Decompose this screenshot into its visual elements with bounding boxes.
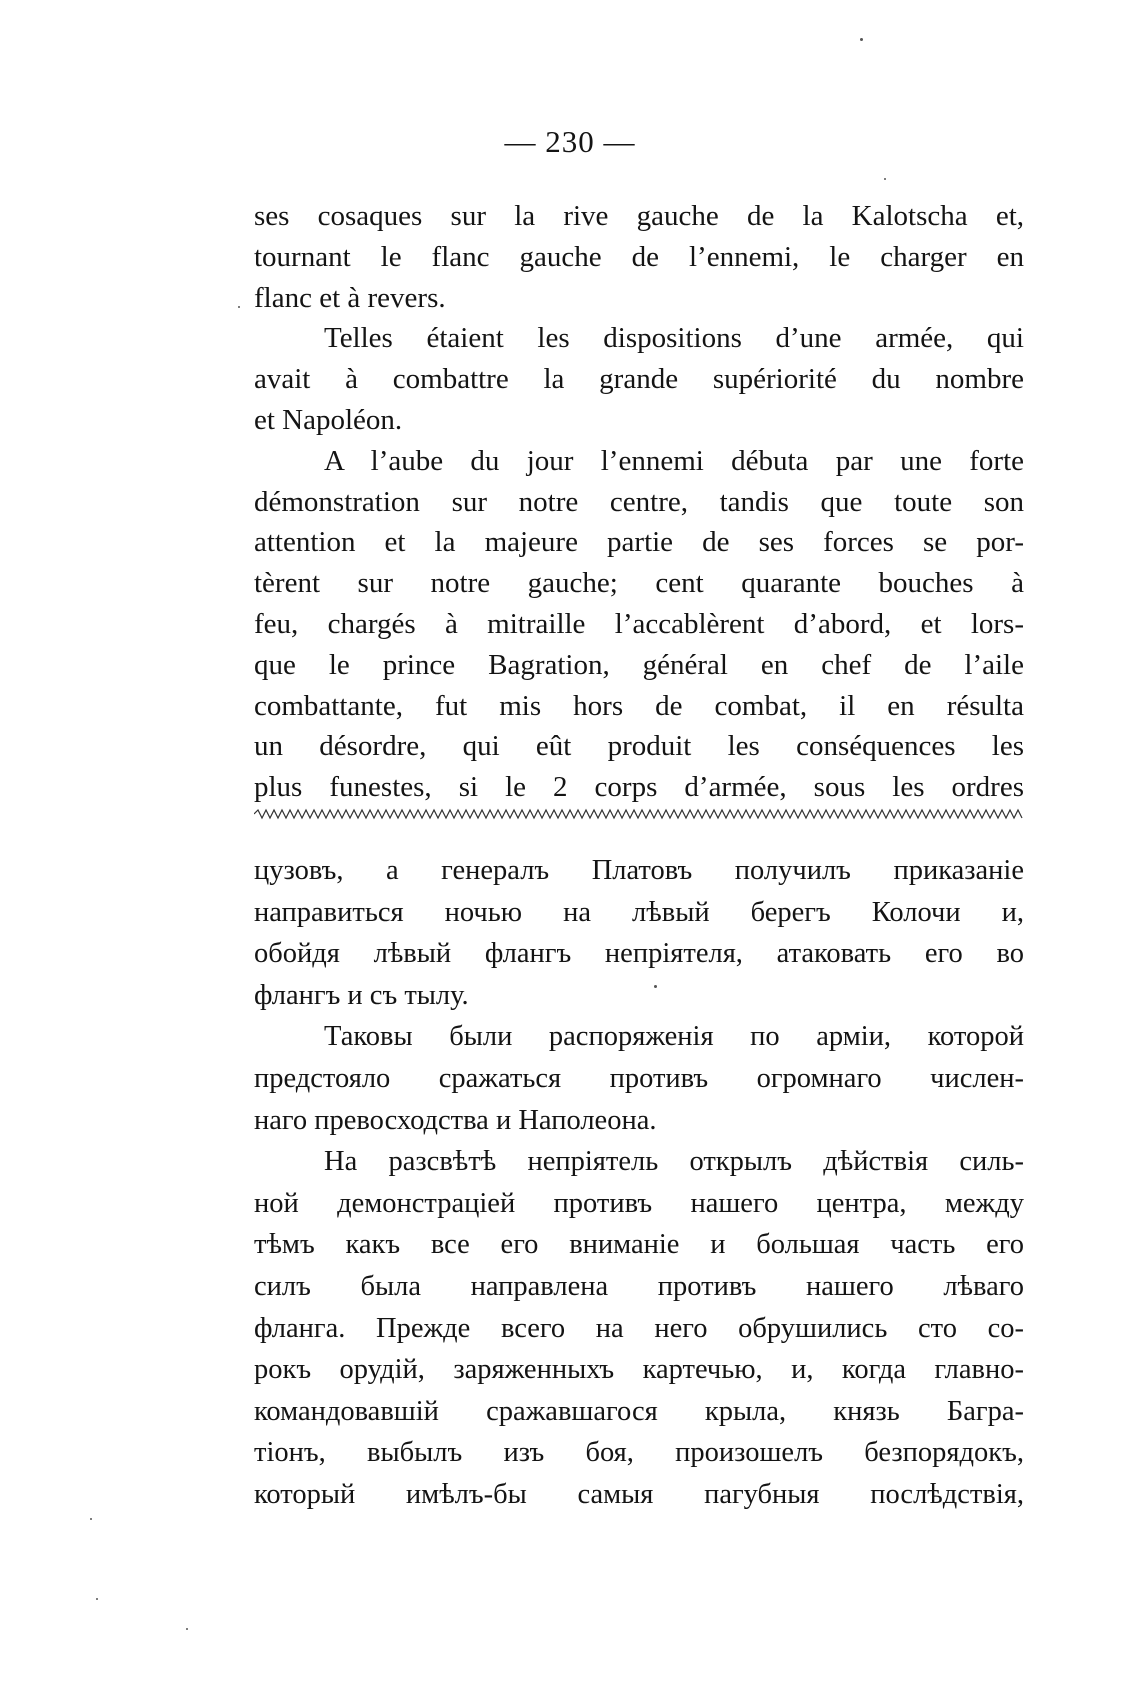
russian-line: цузовъ, а генералъ Платовъ получилъ приказаніе xyxy=(254,855,1024,886)
paper-speck xyxy=(654,985,657,988)
russian-line: Таковы были распоряженія по арміи, которой xyxy=(324,1021,1024,1053)
french-line: que le prince Bagration, général en chef de l’aile xyxy=(254,648,1024,681)
wavy-divider xyxy=(254,808,1024,820)
french-line: combattante, fut mis hors de combat, il en résulta xyxy=(254,689,1024,722)
russian-line: На разсвѣтѣ непріятель открылъ дѣйствія силь- xyxy=(324,1146,1024,1178)
russian-line: фланга. Прежде всего на него обрушились сто со- xyxy=(254,1312,1024,1344)
french-line: un désordre, qui eût produit les conséquences les xyxy=(254,730,1024,763)
russian-line: направиться ночью на лѣвый берегъ Колочи и, xyxy=(254,896,1024,928)
russian-line: наго превосходства и Наполеона. xyxy=(254,1104,657,1136)
page-number: — 230 — xyxy=(504,124,636,159)
russian-line: тѣмъ какъ все его вниманіе и большая часть его xyxy=(254,1229,1024,1261)
french-line: plus funestes, si le 2 corps d’armée, sous les ordres xyxy=(254,771,1024,804)
russian-text-block xyxy=(254,850,1024,1516)
french-line: démonstration sur notre centre, tandis que toute son xyxy=(254,485,1024,518)
russian-line: предстояло сражаться противъ огромнаго числен- xyxy=(254,1062,1024,1094)
russian-line: тіонъ, выбылъ изъ боя, произошелъ безпорядокъ, xyxy=(254,1437,1024,1469)
french-line: ses cosaques sur la rive gauche de la Kalotscha et, xyxy=(254,200,1024,232)
french-line: feu, chargés à mitraille l’accablèrent d’abord, et lors- xyxy=(254,607,1024,640)
french-line: Telles étaient les dispositions d’une armée, qui xyxy=(324,322,1024,355)
french-text-block xyxy=(254,196,1024,808)
french-line: flanc et à revers. xyxy=(254,281,446,314)
paper-speck xyxy=(860,38,863,41)
french-line: attention et la majeure partie de ses forces se por- xyxy=(254,526,1024,559)
french-line: avait à combattre la grande supériorité du nombre xyxy=(254,363,1024,396)
paper-speck xyxy=(884,178,886,180)
paper-speck xyxy=(186,1628,188,1630)
paper-speck xyxy=(96,1598,98,1600)
french-line: et Napoléon. xyxy=(254,403,403,436)
paper-speck xyxy=(90,1518,92,1520)
russian-line: командовавшій сражавшагося крыла, князь Багра- xyxy=(254,1395,1024,1427)
russian-line: силъ была направлена противъ нашего лѣваго xyxy=(254,1270,1024,1302)
russian-line: рокъ орудій, заряженныхъ картечью, и, когда главно- xyxy=(254,1354,1024,1386)
russian-line: обойдя лѣвый флангъ непріятеля, атаковать его во xyxy=(254,938,1024,970)
russian-line: ной демонстраціей противъ нашего центра, между xyxy=(254,1187,1024,1219)
french-line: tèrent sur notre gauche; cent quarante bouches à xyxy=(254,567,1024,600)
french-line: tournant le flanc gauche de l’ennemi, le charger en xyxy=(254,240,1024,273)
french-line: A l’aube du jour l’ennemi débuta par une forte xyxy=(324,444,1024,477)
paper-speck xyxy=(238,306,240,308)
russian-line: флангъ и съ тылу. xyxy=(254,979,469,1011)
russian-line: который имѣлъ-бы самыя пагубныя послѣдствія, xyxy=(254,1478,1024,1510)
